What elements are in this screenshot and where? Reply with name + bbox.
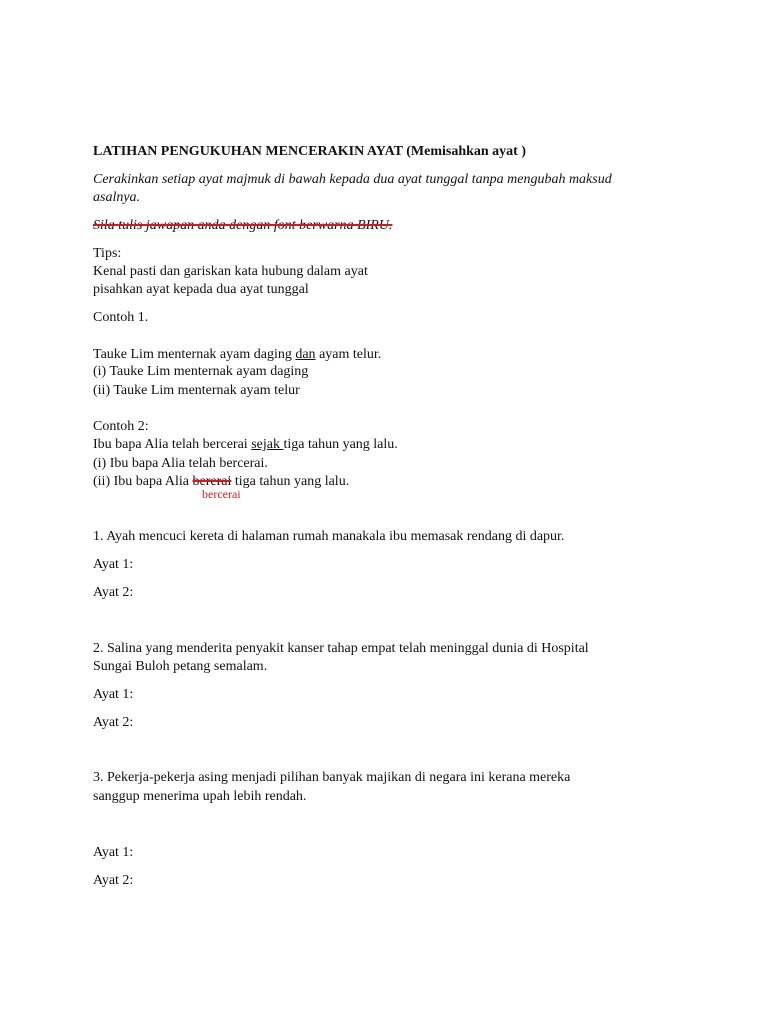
contoh1-answer-2: (ii) Tauke Lim menternak ayam telur: [93, 383, 300, 398]
question-2-ayat-2: Ayat 2:: [93, 715, 134, 730]
question-1-ayat-2: Ayat 2:: [93, 585, 134, 600]
struck-instruction: Sila tulis jawapan anda dengan font berwarna BIRU.: [93, 218, 393, 233]
instruction-line-1: Cerakinkan setiap ayat majmuk di bawah kepada dua ayat tunggal tanpa mengubah maksud: [93, 172, 612, 187]
question-2-ayat-1: Ayat 1:: [93, 687, 134, 702]
question-3-ayat-1: Ayat 1:: [93, 845, 134, 860]
instruction-line-2: asalnya.: [93, 190, 141, 205]
contoh2-answer-1: (i) Ibu bapa Alia telah bercerai.: [93, 456, 268, 471]
conjunction-underlined: dan: [295, 347, 316, 362]
contoh2-sentence: Ibu bapa Alia telah bercerai sejak tiga tahun yang lalu.: [93, 437, 398, 452]
conjunction-underlined: sejak: [251, 437, 284, 452]
document-title: LATIHAN PENGUKUHAN MENCERAKIN AYAT (Memisahkan ayat ): [93, 144, 527, 159]
struck-word: bererai: [192, 474, 232, 489]
question-1-line-1: 1. Ayah mencuci kereta di halaman rumah manakala ibu memasak rendang di dapur.: [93, 529, 565, 544]
question-3-line-2: sanggup menerima upah lebih rendah.: [93, 789, 307, 804]
question-2-line-1: 2. Salina yang menderita penyakit kanser tahap empat telah meninggal dunia di Hospital: [93, 641, 589, 656]
contoh1-heading: Contoh 1.: [93, 310, 149, 325]
question-3-line-1: 3. Pekerja-pekerja asing menjadi pilihan banyak majikan di negara ini kerana mereka: [93, 770, 571, 785]
contoh2-answer-2: (ii) Ibu bapa Alia bererai tiga tahun yang lalu.: [93, 474, 350, 489]
contoh1-answer-1: (i) Tauke Lim menternak ayam daging: [93, 364, 309, 379]
contoh1-sentence: Tauke Lim menternak ayam daging dan ayam telur.: [93, 347, 382, 362]
question-3-ayat-2: Ayat 2:: [93, 873, 134, 888]
correction-note: bercerai: [202, 487, 241, 501]
question-1-ayat-1: Ayat 1:: [93, 557, 134, 572]
tips-heading: Tips:: [93, 246, 122, 261]
question-2-line-2: Sungai Buloh petang semalam.: [93, 659, 268, 674]
contoh2-heading: Contoh 2:: [93, 419, 149, 434]
tips-line-2: pisahkan ayat kepada dua ayat tunggal: [93, 282, 309, 297]
tips-line-1: Kenal pasti dan gariskan kata hubung dalam ayat: [93, 264, 368, 279]
